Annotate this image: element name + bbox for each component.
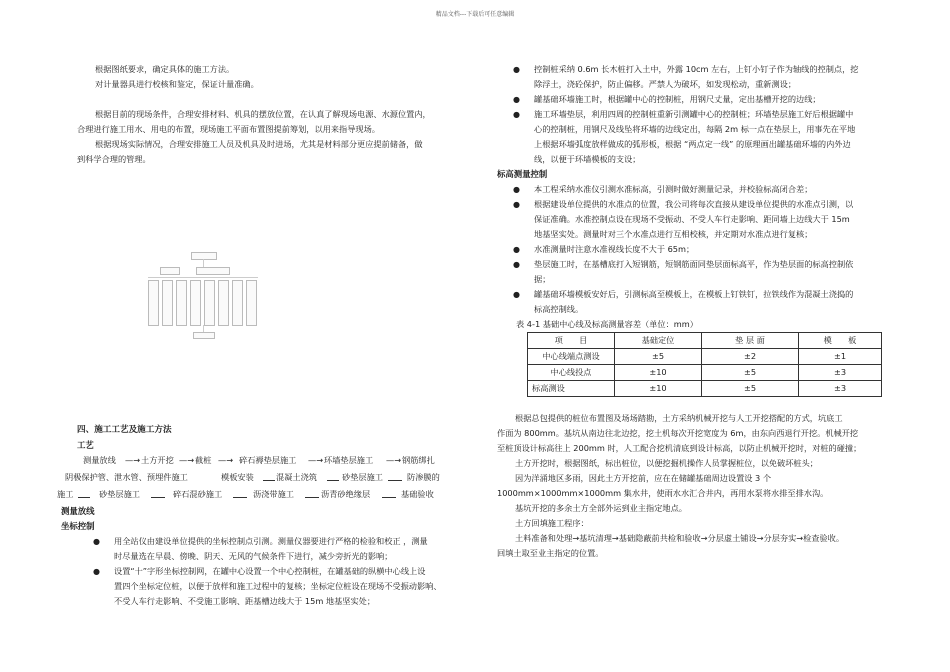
- list-item: ● 施工环墙垫层，利用四周的控制桩重新引测罐中心的控制桩；环墙垫层施工好后根据罐中 心的控制桩，用钢尺及线坠将环墙的边线定出，每隔 2m 标一点在垫层上，用事先在平地 上根据环墙弧度放样做成的弧形板，根据 “两点定一线” 的原理画出罐基础环墙的内外边 线，以便于环墙模板的支设；: [513, 109, 856, 164]
- bullet-icon: ●: [513, 290, 520, 299]
- list-item: ● 用全站仪由建设单位提供的坐标控制点引测。测量仪器要进行严格的检验和校正 ，测量 时尽量选在早晨、傍晚、阴天、无风的气候条件下进行，减少旁折光的影响；: [93, 536, 428, 561]
- flow-step: 砂垫层施工: [99, 489, 140, 499]
- list-item: ● 设置“十”字形坐标控制网，在罐中心设置一个中心控制桩，在罐基础的纵横中心线上设 置四个坐标定位桩，以便于放样和施工过程中的复核；坐标定位桩设在现场不受振动影响、 不受人车行走影响、不受施工影响、距基槽边线大于 15m 地基坚实处；: [93, 566, 442, 606]
- flow-step: 阴极保护管、泄水管、预埋件施工: [65, 472, 188, 482]
- paragraph: 根据现场实际情况，合理安排施工人员及机具及时进场，尤其是材料部分更应提前储备，做: [95, 139, 423, 149]
- paragraph: 因为洋涌地区多雨，因此土方开挖前，应在在储罐基础周边设置设 3 个: [515, 473, 772, 483]
- flow-step: 混凝土浇筑: [276, 472, 317, 482]
- table-cell: ±3: [799, 381, 882, 397]
- bullet-icon: ●: [513, 65, 520, 74]
- bullet-icon: ●: [513, 260, 520, 269]
- column-header: 项 目: [528, 333, 615, 349]
- subheading-elevation: 标高测量控制: [497, 169, 548, 179]
- table-row: [528, 381, 882, 397]
- paragraph: 回填土取至业主指定的位置。: [497, 548, 604, 558]
- paragraph: 根据目前的现场条件，合理安排材料、机具的摆放位置，在认真了解现场电源、水源位置内，: [95, 109, 431, 119]
- flow-step: 模板安装: [221, 472, 254, 482]
- section-heading: 四、施工工艺及施工方法: [77, 425, 172, 435]
- column-header: 基础定位: [615, 333, 702, 349]
- flow-step: 环墙垫层施工: [324, 455, 374, 465]
- list-item: ● 垫层施工时，在基槽底打入短钢筋，短钢筋面同垫层面标高平，作为垫层面的标高控制依 据；: [513, 259, 854, 284]
- elevation-list: [497, 182, 905, 317]
- table-caption: 表 4-1 基础中心线及标高测量容差（单位：mm）: [516, 319, 698, 329]
- list-item: ● 罐基础环墙模板安好后，引测标高至模板上，在模板上钉铁钉，拉铁线作为混凝土浇捣的 标高控制线。: [513, 289, 854, 314]
- table-cell: ±1: [799, 349, 882, 365]
- paragraph: 土料准备和处理→基坑清理→基础隐蔽前共检和验收→分层虚土铺设→分层夯实→检查验收。: [515, 533, 845, 543]
- bullet-icon: ●: [513, 245, 520, 254]
- flow-step: 防渗膜的: [407, 472, 440, 482]
- flow-arrow-icon: —→: [386, 455, 402, 465]
- flow-step: 基础验收: [401, 489, 434, 499]
- flow-step: 碎石混砂施工: [173, 489, 223, 499]
- table-row: [528, 365, 882, 381]
- table-cell: ±5: [702, 381, 799, 397]
- table-header-row: [528, 333, 882, 349]
- subheading-coordinate: 坐标控制: [61, 521, 95, 531]
- flow-step: 土方开挖: [141, 455, 174, 465]
- bullet-icon: ●: [513, 200, 520, 209]
- bullet-icon: ●: [93, 567, 100, 576]
- table-cell: 中心线端点测设: [528, 349, 615, 365]
- table-cell: ±10: [615, 381, 702, 397]
- table-cell: ±10: [615, 365, 702, 381]
- paragraph: 到科学合理的管理。: [77, 154, 151, 164]
- flow-arrow-icon: —→: [308, 455, 324, 465]
- subheading-survey: 测量放线: [61, 506, 95, 516]
- table-cell: ±3: [799, 365, 882, 381]
- flow-step: 沥浇带施工: [253, 489, 294, 499]
- paragraph: 土方开挖时，根据图纸，标出桩位，以便挖掘机操作人员掌握桩位，以免破坏桩头；: [515, 458, 818, 468]
- paragraph: 根据图纸要求，确定具体的施工方法。: [95, 64, 235, 74]
- list-item: ● 根据建设单位提供的水准点的位置，我公司将每次直接从建设单位提供的水准点引测，以 保证准确。水准控制点设在现场不受振动、不受人车行走影响、距同墙上边线大于 15m 地基坚实处。测量时对三个水准点进行互相校核，并定期对水准点进行复核；: [513, 199, 854, 239]
- table-cell: 标高测设: [528, 381, 615, 397]
- flow-arrow-icon: —→: [218, 455, 234, 465]
- paragraph: 1000mm×1000mm×1000mm 集水井，使雨水水汇合井内，再用水泵将水排至排水沟。: [497, 488, 829, 498]
- flow-step: 测量放线: [83, 455, 116, 465]
- flow-step: 碎石褥垫层施工: [239, 455, 297, 465]
- paragraph: 对计量器具进行校核和鉴定，保证计量准确。: [95, 79, 259, 89]
- table-cell: ±5: [615, 349, 702, 365]
- paragraph: 作面为 800mm。基坑从南边往北边挖，挖土机每次开挖宽度为 6m，由东向西退行开挖。机械开挖: [497, 428, 859, 438]
- flow-arrow-icon: —→: [125, 455, 141, 465]
- coordinate-list: [77, 534, 462, 609]
- table-row: [528, 349, 882, 365]
- bullet-icon: ●: [513, 95, 520, 104]
- flow-step: 钢筋绑扎: [402, 455, 435, 465]
- bullet-icon: ●: [513, 185, 520, 194]
- flow-arrow-icon: —→: [179, 455, 195, 465]
- left-column: [57, 62, 462, 606]
- bullet-icon: ●: [93, 537, 100, 546]
- flow-step: 施工: [57, 489, 74, 499]
- flow-step: 截桩: [195, 455, 212, 465]
- page-header: 精品文档---下载后可任意编辑: [435, 11, 515, 18]
- subheading-craft: 工艺: [77, 440, 94, 450]
- table-cell: 中心线投点: [528, 365, 615, 381]
- list-item: ● 水准测量时注意水准视线长度不大于 65m；: [497, 242, 905, 257]
- paragraph: 土方回填施工程序：: [515, 518, 589, 528]
- flow-step: 砂垫层施工: [342, 472, 383, 482]
- paragraph: 至桩顶设计标高往上 200mm 时，人工配合挖机清底到设计标高，以防止机械开挖时，对桩的碰撞；: [497, 443, 862, 453]
- column-header: 垫 层 面: [702, 333, 799, 349]
- paragraph: 基坑开挖的多余土方全部外运到业主指定地点。: [515, 503, 687, 513]
- right-column: [497, 62, 905, 561]
- tolerance-table: [527, 332, 882, 397]
- bullet-icon: ●: [513, 110, 520, 119]
- list-item: ● 控制桩采纳 0.6m 长木桩打入土中，外露 10cm 左右，上钉小钉子作为轴线的控制点，挖 除浮土，浇砼保护，防止偏移。严禁人为破坏，如发现松动，重新测设；: [513, 64, 859, 89]
- org-chart-figure: [148, 252, 258, 338]
- table-cell: ±2: [702, 349, 799, 365]
- paragraph: 合理进行施工用水、用电的布置，现场施工平面布置图提前筹划，以用来指导现场。: [77, 124, 380, 134]
- list-item: ● 本工程采纳水准仪引测水准标高，引测时做好测量记录，并校验标高闭合差；: [497, 182, 905, 197]
- control-pile-list: [497, 62, 905, 167]
- list-item: ● 罐基础环墙施工时，根据罐中心的控制桩，用钢尺丈量，定出基槽开挖的边线；: [497, 92, 905, 107]
- column-header: 模 板: [799, 333, 882, 349]
- flow-step: 沥青砂绝缘层: [321, 489, 371, 499]
- paragraph: 根据总包提供的桩位布置图及场场踏勘，土方采纳机械开挖与人工开挖搭配的方式，坑底工: [515, 413, 843, 423]
- process-flow: [57, 453, 462, 504]
- table-cell: ±5: [702, 365, 799, 381]
